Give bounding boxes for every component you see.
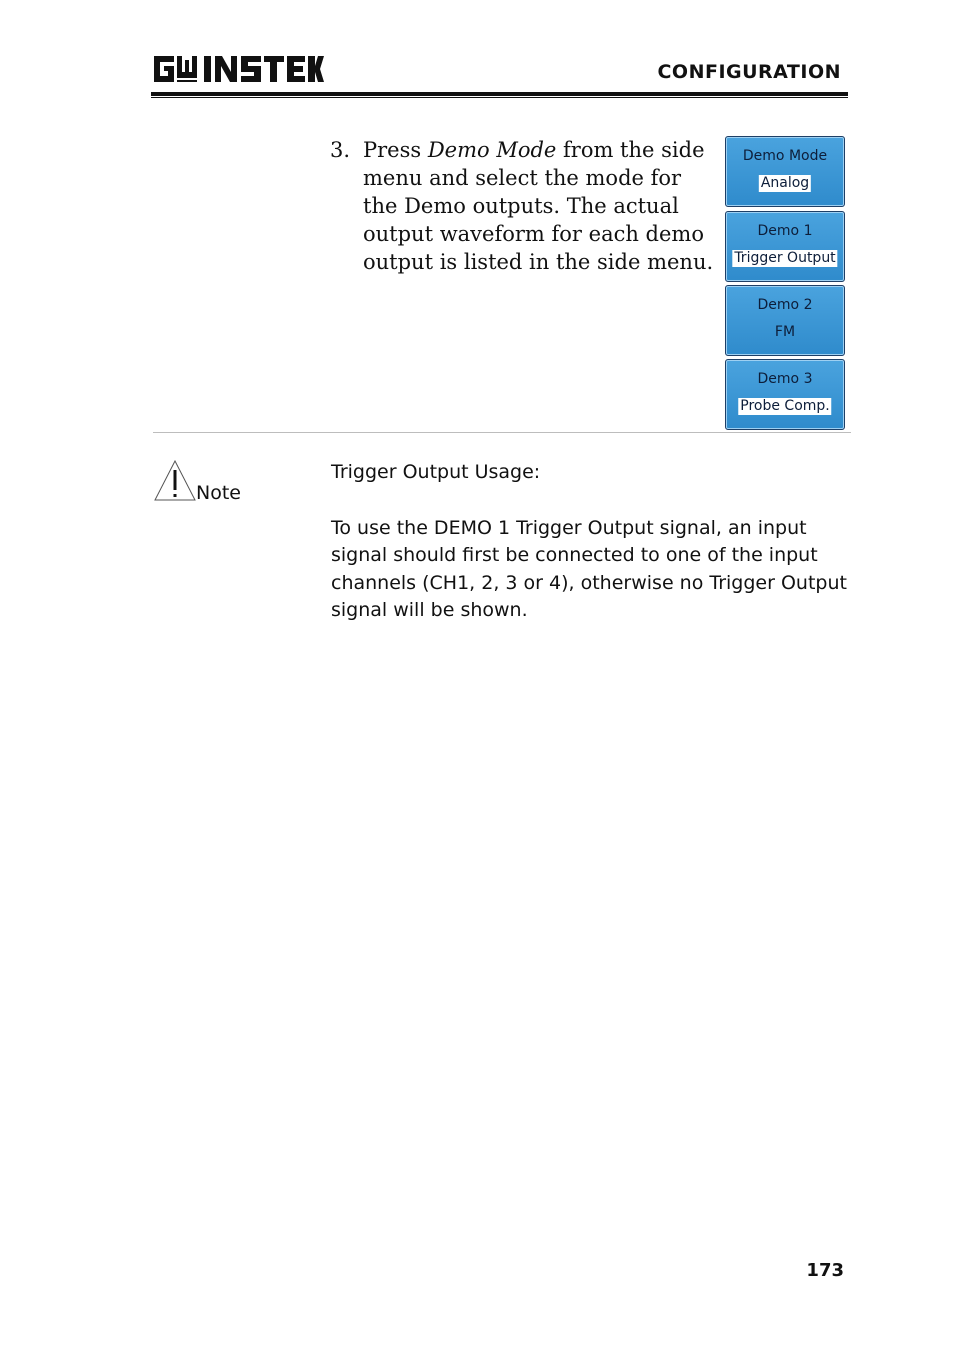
side-menu-item-title: Demo 1 xyxy=(757,223,813,239)
side-menu-demo-3-button[interactable] xyxy=(725,359,845,430)
side-menu-item-value: Analog xyxy=(760,175,810,191)
side-menu-item-title: Demo 3 xyxy=(757,371,813,387)
note-label: Note xyxy=(196,482,241,504)
step-text-before: Press xyxy=(363,138,428,162)
side-menu-item-value: FM xyxy=(774,324,796,340)
step-emphasis: Demo Mode xyxy=(427,138,557,162)
section-divider xyxy=(153,432,851,433)
side-menu-demo-2-button[interactable] xyxy=(725,285,845,356)
section-title: CONFIGURATION xyxy=(657,61,841,83)
side-menu-demo-1-button[interactable] xyxy=(725,211,845,282)
warning-icon xyxy=(153,458,197,502)
side-menu-item-title: Demo Mode xyxy=(742,148,828,164)
header-rule-thin xyxy=(151,97,848,98)
brand-logo xyxy=(152,52,324,86)
side-menu-item-value: Probe Comp. xyxy=(740,398,830,414)
page-number: 173 xyxy=(806,1260,844,1281)
note-body: To use the DEMO 1 Trigger Output signal, an input signal should first be connected to one of the input channels (CH1, 2, 3 or 4), otherwise no Trigger Output signal will be shown. xyxy=(331,517,847,621)
side-menu-demo-mode-button[interactable] xyxy=(725,136,845,207)
header-rule xyxy=(151,92,848,96)
note-title: Trigger Output Usage: xyxy=(331,461,541,483)
step-text-after: from the side menu and select the mode for the Demo outputs. The actual output waveform for each demo output is listed in the side menu. xyxy=(363,138,714,274)
step-body xyxy=(363,136,718,276)
side-menu-item-title: Demo 2 xyxy=(757,297,813,313)
step-number: 3. xyxy=(330,138,351,162)
side-menu-item-value: Trigger Output xyxy=(734,250,836,266)
